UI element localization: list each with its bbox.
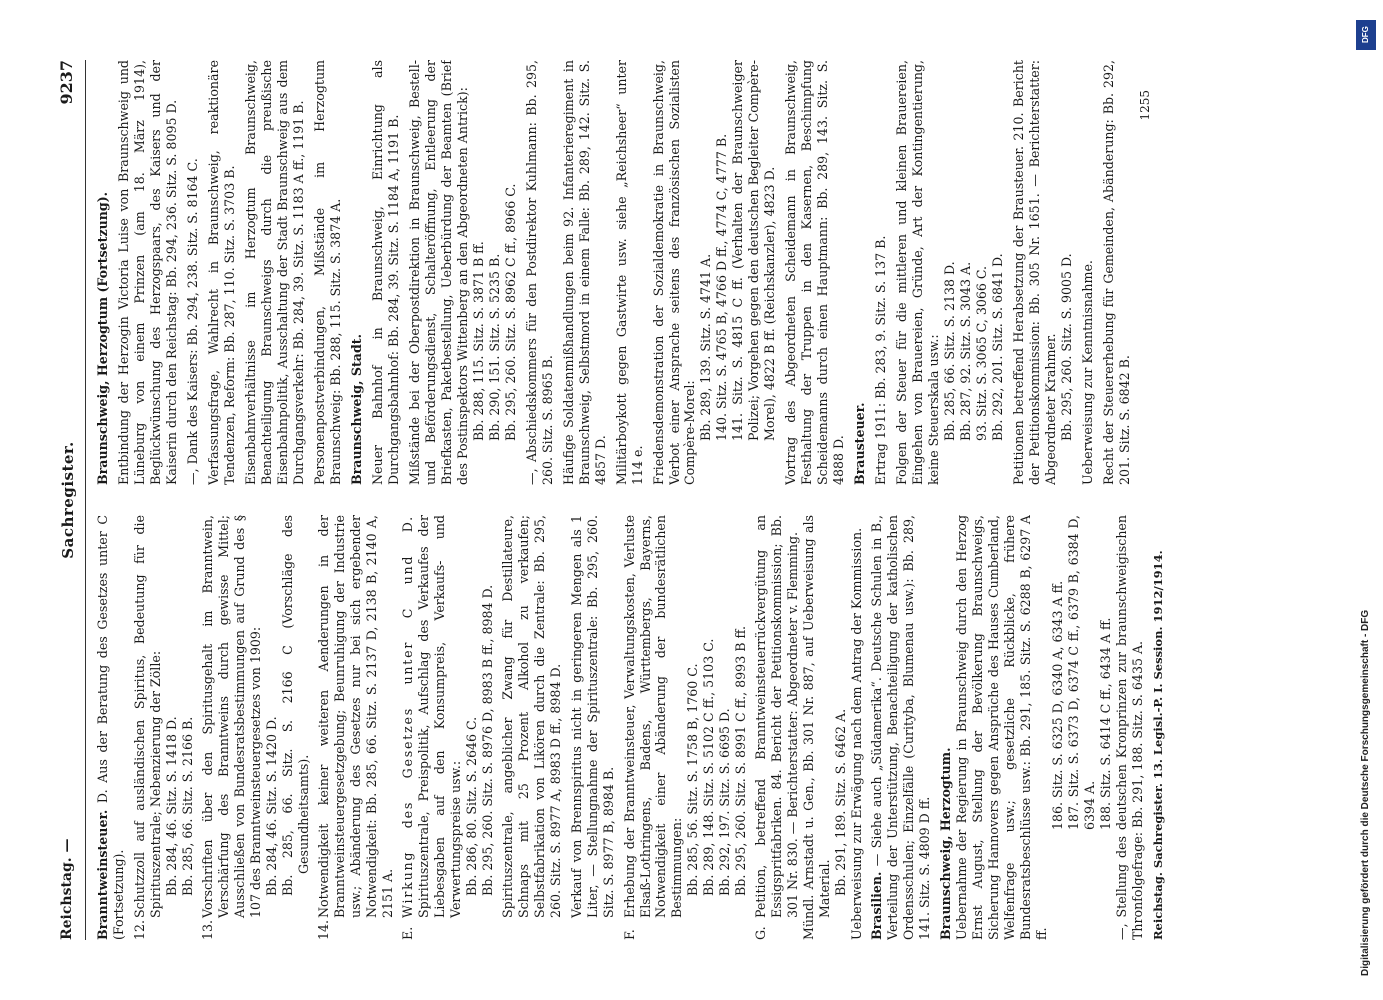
header-title: Sachregister. [59,441,77,559]
entry-title: Braunschweig, Herzogtum. [938,747,954,940]
entry-text: Petitionen betreffend Herabsetzung der Brausteuer. 210. Bericht der Petitionskommission: Bb. 305 Nr. 1651. — Berichterstatter: Abgeordneter Krahmer. [1011,60,1059,485]
reference: 186. Sitz. S. 6325 D, 6340 A, 6343 A ff. [1050,580,1066,830]
entry-brasilien [869,515,933,940]
item-number: 14. [315,919,331,940]
entry-text: Recht der Steuererhebung für Gemeinden, Abänderung: Bb. 292, 201. Sitz. S. 6842 B. [1101,60,1133,485]
section-title: Wirkung des Gesetzes unter C und D. [399,515,415,918]
page-header [55,60,86,940]
header-left: Reichstag. — [59,838,75,940]
reference: Bb. 285, 56. Sitz. S. 1758 B, 1760 C. [685,663,701,896]
section-text: Petition, betreffend Branntweinsteuerrückvergütung an Essigspritfabriken. 84. Bericht der Petitionskommission; Bb. 301 Nr. 830. — Berichterstatter: Abgeordneter v. Flemming. [753,515,801,918]
item-number: 12. [131,919,147,940]
reference: Bb. 286, 80. Sitz. S. 2646 C. [463,716,479,896]
entry-block [651,60,779,485]
reference: 188. Sitz. S. 6414 C ff., 6434 A ff. [1098,617,1114,830]
list-item [132,515,196,940]
section-text: Ueberweisung zur Erwägung nach dem Antrag der Kommission. [849,527,865,940]
entry-title: Brasilien. [869,871,885,940]
entry-block [1011,60,1075,485]
reference: Bb. 284, 46. Sitz. S. 1420 D. [263,716,279,896]
entry-text: Häufige Soldatenmißhandlungen beim 92. Infanterieregiment in Braunschweig, Selbstmord in einem Falle: Bb. 289, 142. Sitz. S. 4857 D. [560,60,608,485]
item-text: Notwendigkeit keiner weiteren Aenderungen in der Branntweinsteuergesetzgebung; Beunruhigung der Industrie usw.; Abänderung des Gesetzes nur bei sich ergebender Notwendigkeit: Bb. 285, 66. Sitz. S. 2137 D, 2138 B, 2140 A, 2151 A. [315,515,395,918]
section-paragraph: Spirituszentrale, angeblicher Zwang für Destillateure, Schnaps mit 25 Prozent Alkohol zu verkaufen; Selbstfabrikation von Likören durch die Zentrale: Bb. 295, 260. Sitz. S. 8977 A, 8983 D ff., 8984 D. [499,515,563,918]
reference: Bb. 295, 260. Sitz. S. 8976 D, 8983 B ff., 8984 D. [479,584,495,896]
entry-text: Ertrag 1911: Bb. 283, 9. Sitz. S. 137 B. [873,235,889,485]
reference: Bb. 285, 66. Sitz. S. 2166 C (Vorschläge des Gesundheitsamts). [279,515,311,896]
reference: Bb. 284, 46. Sitz. S. 1418 D. [163,716,179,896]
reference: Bb. 285, 66. Sitz. S. 2166 B. [179,716,195,896]
right-column [95,60,1315,485]
section-e [400,515,496,940]
entry-title: Braunschweig, Stadt. [348,334,364,485]
list-item [316,515,396,940]
section-f [622,515,750,940]
section-paragraph: Verkauf von Brennspiritus nicht in geringeren Mengen als 1 Liter, — Stellungnahme der Spirituszentrale: Bb. 295, 260. Sitz. S. 8977 B, 8984 B. [568,515,616,918]
entry-text: — Siehe auch „Südamerika“. Deutsche Schulen in B., Verteilung der Unterstützung, Benachteiligung der katholischen Ordensschulen; Einzelfälle (Curityba, Blumenau usw.): Bb. 289, 141. Sitz. S. 4809 D ff. [869,515,933,940]
reference: Bb. 285, 66. Sitz. S. 2138 D. [942,261,958,441]
section-text: Erhebung der Branntweinsteuer, Verwaltungskosten, Verluste Elsaß-Lothringens, Badens, Württembergs, Bayerns, Notwendigkeit einer Abänderung der bundesrätlichen Bestimmungen: [621,515,685,918]
item-number: 13. [199,919,215,940]
entry-text: —, Dank des Kaisers: Bb. 294, 238. Sitz. S. 8164 C. [184,158,200,485]
reference: Bb. 291, 189. Sitz. S. 6462 A. [833,708,849,896]
section-text: Spirituszentrale, Preispolitik, Aufschlag des Verkaufes der Liebesgaben auf den Konsumpreis, Verkaufs- und Verwertungspreise usw.: [415,515,463,918]
entry-text: Folgen der Steuer für die mittleren und kleinen Brauereien, Eingehen von Brauereien, Gründe, Art der Kontingentierung, keine Steuerskala usw.: [894,60,942,485]
reference: Bb. 295, 260. Sitz. S. 9005 D. [1059,253,1075,441]
digitization-credit: Digitalisierung gefördert durch die Deutsche Forschungsgemeinschaft - DFG [1360,609,1371,976]
entry-text: Vortrag des Abgeordneten Scheidemann in Braunschweig, Festhaltung der Truppen in den Kasernen, Beschimpfung Scheidemanns durch einen Hauptmann: Bb. 289, 143. Sitz. S. 4888 D. [783,60,847,485]
entry-text: —, Abschiedskommers für den Postdirektor Kuhlmann: Bb. 295, 260. Sitz. S. 8965 B. [523,60,555,485]
reference: Bb. 292, 201. Sitz. S. 6841 D. [990,253,1006,441]
reference: Bb. 289, 148. Sitz. S. 5102 C ff., 5103 C. [701,638,717,896]
page-number: 9237 [57,60,76,105]
entry-branntweinsteuer [95,515,127,940]
dfg-logo [1356,20,1376,50]
entry-text: Ueberweisung zur Kenntnisnahme. [1080,260,1096,485]
entry-title: Brausteuer. [852,402,868,485]
entry-braunschweig [938,515,1146,940]
entry-text: Militärboykott gegen Gastwirte usw. siehe „Reichsheer“ unter 114 e. [613,60,645,485]
reference: 141. Sitz. S. 4815 C ff. (Verhalten der Braunschweiger Polizei; Vorgehen gegen den deutschen Begleiter Compère-Morel), 4822 B ff. (Reichskanzler), 4823 D. [730,60,778,441]
reference: Bb. 288, 115. Sitz. S. 3871 B ff. [470,241,486,441]
entry-text: Eisenbahnverhältnisse im Herzogtum Braunschweig, Benachteiligung Braunschweigs durch die preußische Eisenbahnpolitik, Ausschaltung der Stadt Braunschweig aus dem Durchgangsverkehr: Bb. 284, 39. Sitz. S. 1183 A ff., 1191 B. [242,60,306,485]
reference: Bb. 295, 260. Sitz. S. 8962 C ff., 8966 C. [502,183,518,441]
reference: 187. Sitz. S. 6373 D, 6374 C ff., 6379 B, 6384 D, 6394 A. [1066,515,1098,830]
reference: 140. Sitz. S. 4765 B, 4766 D ff., 4774 C, 4777 B. [714,133,730,441]
page-mark: 1255 [1138,90,1153,121]
list-item [200,515,312,940]
reference: Bb. 287, 92. Sitz. S. 3043 A. [958,261,974,441]
entry-text: —, Stellung des deutschen Kronprinzen zur braunschweigischen Thronfolgefrage: Bb. 291, 188. Sitz. S. 6435 A. [1114,515,1146,940]
dfg-sidebar [1355,20,1377,980]
entry-title: Braunschweig, Herzogtum (Fortsetzung). [95,191,110,485]
left-column [95,515,1315,940]
section-label: G. [753,926,769,940]
entry-text: Neuer Bahnhof in Braunschweig, Einrichtung als Durchgangsbahnhof: Bb. 284, 39. Sitz. S. 1184 A, 1191 B. [369,60,401,485]
entry-title: Branntweinsteuer. [95,809,110,940]
entry-block [407,60,519,485]
entry-text: Entbindung der Herzogin Victoria Luise von Braunschweig und Lüneburg von einem Prinzen (am 18. März 1914), Beglückwünschung des Herzogspaars, des Kaisers und der Kaiserin durch den Reichstag: Bb. 294, 236. Sitz. S. 8095 D. [115,60,179,485]
entry-intro: D. Aus der Beratung des Gesetzes unter C (Fortsetzung). [95,515,126,940]
page-footer: Reichstag. Sachregister. 13. Legisl.-P. I. Session. 1912/1914. [1151,550,1166,940]
reference: Bb. 290, 151. Sitz. S. 5235 B. [486,253,502,441]
entry-text: Personenpostverbindungen, Mißstände im Herzogtum Braunschweig: Bb. 288, 115. Sitz. S. 3874 A. [311,60,343,485]
section-g [753,515,865,940]
entry-text: Verfassungsfrage, Wahlrecht in Braunschweig, reaktionäre Tendenzen, Reform: Bb. 287, 110. Sitz. S. 3703 B. [205,60,237,485]
entry-block [894,60,1006,485]
entry-text: Uebernahme der Regierung in Braunschweig durch den Herzog Ernst August, Stellung der Bevölkerung Braunschweigs, Sicherung Hannovers gegen Ansprüche des Hauses Cumberland, Welfenfrage usw.; gesetzliche Rückblicke, frühere Bundesratsbeschlüsse usw.: Bb. 291, 185. Sitz. S. 6288 B, 6297 A ff. [954,515,1050,940]
reference: Bb. 295, 260. Sitz. S. 8991 C ff., 8993 B ff. [733,626,749,896]
section-text: Mündl. Arnstadt u. Gen., Bb. 301 Nr. 887, auf Ueberweisung als Material. [801,515,833,940]
item-text: Vorschriften über den Spiritusgehalt im Branntwein, Verschärfung des Branntweins durch gewisse Mittel; Ausschließen von Bundesratsbestimmungen auf Grund des § 107 des Branntweinsteuergesetzes von 1909: [199,515,263,918]
reference: 93. Sitz. S. 3065 C, 3066 C. [974,265,990,441]
reference: Bb. 292, 197. Sitz. S. 6695 D. [717,708,733,896]
logo-text: DFG [1361,26,1370,44]
section-label: E. [399,926,415,940]
section-label: F. [621,929,637,940]
entry-text: Mißstände bei der Oberpostdirektion in Braunschweig, Bestell- und Beförderungsdienst, Schalteröffnung, Entleerung der Briefkasten, Paketbestellung, Ueberbürdung der Beamten (Brief des Postinspektors Wittenberg an den Abgeordneten Antrick): [406,60,470,485]
item-text: Schutzzoll auf ausländischen Spiritus, Bedeutung für die Spirituszentrale; Nebenzierung der Zölle: [131,515,163,918]
entry-text: Friedensdemonstration der Sozialdemokratie in Braunschweig, Verbot einer Ansprache seitens des französischen Sozialisten Compère-Morel: [650,60,698,485]
reference: Bb. 289, 139. Sitz. S. 4741 A. [698,253,714,441]
